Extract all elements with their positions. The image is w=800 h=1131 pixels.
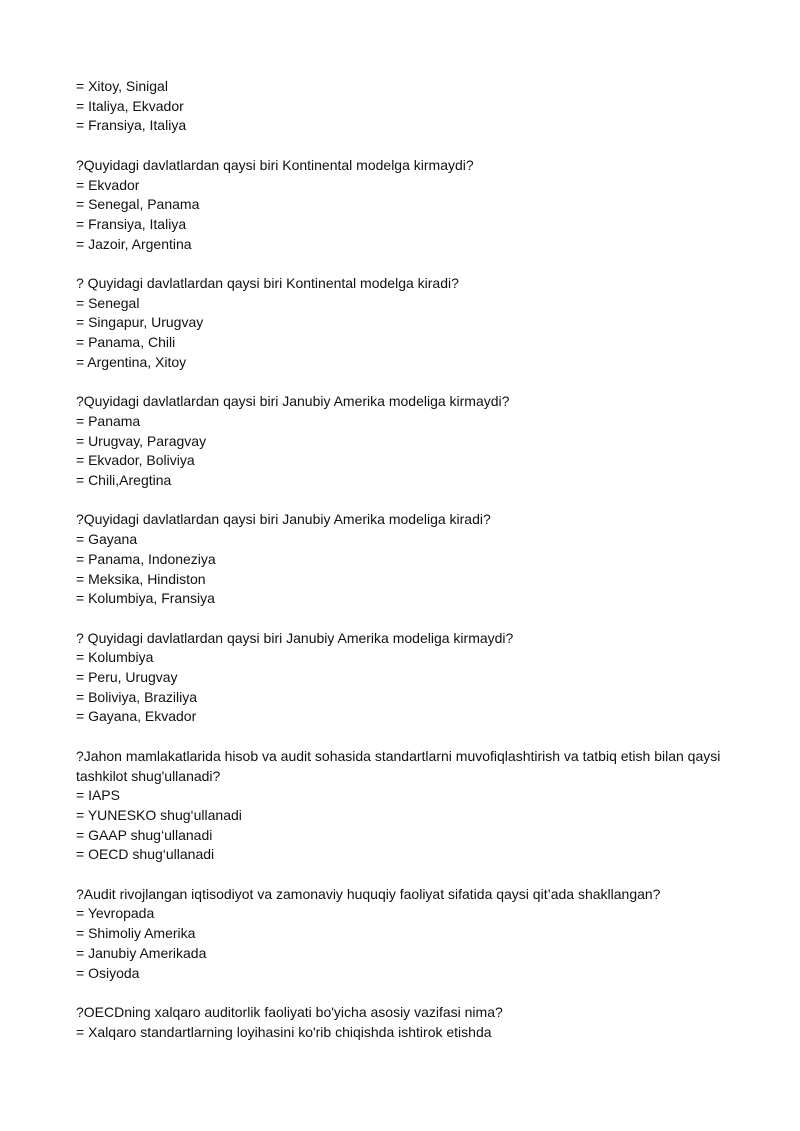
question-block-6: [76, 747, 736, 865]
answer-option: = Argentina, Xitoy: [76, 353, 187, 370]
answer-option: = Ekvador: [76, 176, 140, 193]
answer-option: = Urugvay, Paragvay: [76, 432, 207, 449]
answer-option: = Xitoy, Sinigal: [76, 78, 168, 94]
answer-block-0: [76, 77, 736, 136]
answer-option: = IAPS: [76, 787, 120, 804]
answer-option: = Peru, Urugvay: [76, 669, 178, 686]
question-text: ?Quyidagi davlatlardan qaysi biri Janubiy Amerika modeliga kirmaydi?: [76, 393, 510, 410]
question-block-8: [76, 1003, 736, 1042]
answer-option: = Panama, Indoneziya: [76, 550, 216, 567]
answer-option: = Gayana, Ekvador: [76, 708, 197, 725]
question-block-7: [76, 885, 736, 984]
answer-option: = OECD shug‘ullanadi: [76, 846, 215, 863]
answer-option: = Yevropada: [76, 905, 155, 922]
answer-option: = Kolumbiya: [76, 649, 154, 666]
answer-option: = Panama: [76, 412, 141, 429]
answer-option: = Singapur, Urugvay: [76, 314, 204, 331]
question-text: ? Quyidagi davlatlardan qaysi biri Kontinental modelga kiradi?: [76, 275, 459, 291]
answer-option: = Kolumbiya, Fransiya: [76, 590, 215, 607]
answer-option: = Shimoliy Amerika: [76, 925, 196, 942]
answer-option: = Senegal, Panama: [76, 196, 200, 213]
question-block-3: [76, 392, 736, 491]
answer-option: = Osiyoda: [76, 964, 140, 981]
answer-option: = Gayana: [76, 531, 138, 548]
answer-option: = Fransiya, Italiya: [76, 215, 187, 232]
question-block-1: [76, 156, 736, 255]
question-block-2: [76, 274, 736, 373]
answer-option: = Chili,Aregtina: [76, 472, 172, 489]
answer-option: = Janubiy Amerikada: [76, 944, 207, 961]
question-text: ?Quyidagi davlatlardan qaysi biri Kontinental modelga kirmaydi?: [76, 156, 474, 173]
answer-option: = Panama, Chili: [76, 334, 176, 351]
question-text: ?OECDning xalqaro auditorlik faoliyati bo'yicha asosiy vazifasi nima?: [76, 1003, 503, 1020]
answer-option: = Italiya, Ekvador: [76, 97, 184, 114]
question-text: ?Jahon mamlakatlarida hisob va audit sohasida standartlarni muvofiqlashtirish va tatbiq etish bilan qaysi tashkilot shug'ullanadi?: [76, 747, 725, 784]
question-text: ? Quyidagi davlatlardan qaysi biri Janubiy Amerika modeliga kirmaydi?: [76, 629, 514, 646]
question-text: ?Audit rivojlangan iqtisodiyot va zamonaviy huquqiy faoliyat sifatida qaysi qit’ada shakllangan?: [76, 885, 661, 902]
answer-option: = Senegal: [76, 294, 140, 311]
answer-option: = Boliviya, Braziliya: [76, 688, 197, 705]
document-page: [76, 77, 736, 1042]
answer-option: = Meksika, Hindiston: [76, 570, 206, 587]
answer-option: = YUNESKO shug‘ullanadi: [76, 806, 242, 823]
answer-option: = Ekvador, Boliviya: [76, 452, 195, 469]
question-text: ?Quyidagi davlatlardan qaysi biri Janubiy Amerika modeliga kiradi?: [76, 511, 491, 528]
answer-option: = Jazoir, Argentina: [76, 235, 192, 252]
question-block-4: [76, 510, 736, 609]
answer-option: = Xalqaro standartlarning loyihasini ko'rib chiqishda ishtirok etishda: [76, 1023, 492, 1040]
answer-option: = GAAP shug‘ullanadi: [76, 826, 213, 843]
question-block-5: [76, 629, 736, 728]
answer-option: = Fransiya, Italiya: [76, 117, 187, 134]
